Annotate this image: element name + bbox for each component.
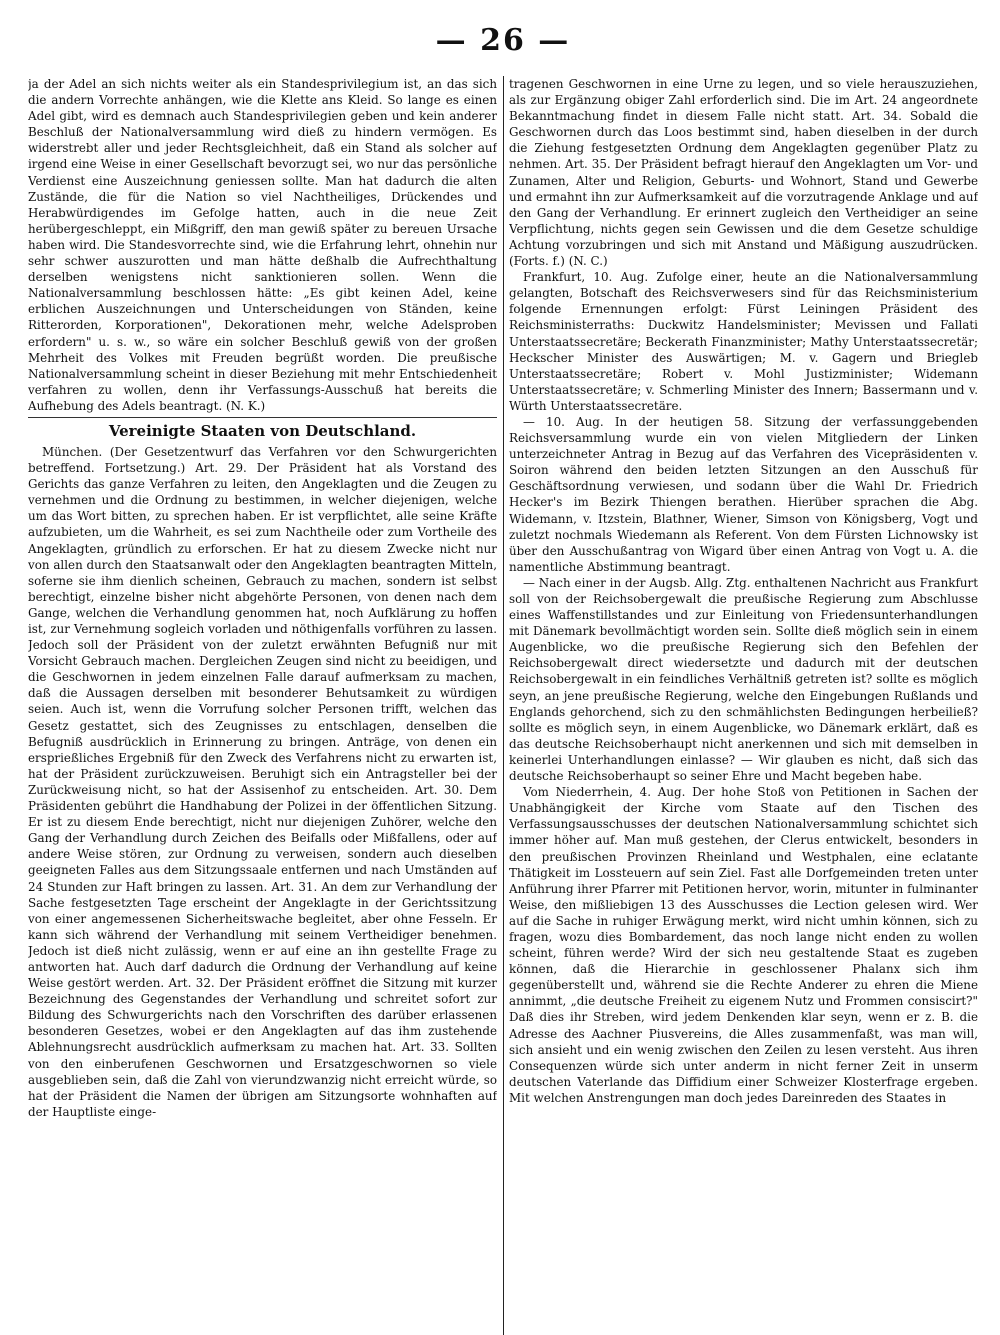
left-paragraph-adel: ja der Adel an sich nichts weiter als ein Standesprivilegium ist, an das sich die andern Vorrechte anhängen, wie die Klette ans Kleid. So lange es einen Adel gibt, wird es demnach auch Standesprivilegien geben und kein anderer Beschluß der Nationalversammlung wird dieß zu hindern vermögen. Es widerstrebt aller und jeder Rechtsgleichheit, daß ein Stand als solcher auf irgend eine Weise in einer Gesellschaft bevorzugt sei, wo nur das persönliche Verdienst eine Auszeichnung geniessen sollte. Man hat dadurch die alten Zustände, die für die Nation so viel Nachtheiliges, Drückendes und Herabwürdigendes im Gefolge hatten, auch in die neue Zeit herübergeschleppt, ein Mißgriff, den man gewiß später zu bereuen Ursache haben wird. Die Standesvorrechte sind, wie die Erfahrung lehrt, ohnehin nur sehr schwer auszurotten und man hätte deßhalb die Aufrechthaltung derselben wenigstens nicht sanktionieren sollen. Wenn die Nationalversammlung beschlossen hätte: „Es gibt keinen Adel, keine erblichen Auszeichnungen und Unterscheidungen von Ständen, keine Ritterorden, Korporationen", Dekorationen mehr, welche Adelsproben erfordern" u. s. w., so wäre ein solcher Beschluß gewiß von der großen Mehrheit des Volkes mit Freuden begrüßt worden. Die preußische Nationalversammlung scheint in dieser Beziehung mit mehr Entschiedenheit verfahren zu wollen, denn ihr Verfassungs-Ausschuß hat bereits die Aufhebung des Adels beantragt. (N. K.)	[28, 77, 497, 413]
right-paragraph-continuation: tragenen Geschwornen in eine Urne zu legen, und so viele herauszuziehen, als zur Ergänzung obiger Zahl erforderlich sind. Die im Art. 24 angeordnete Bekanntmachung findet in diesem Falle nicht statt. Art. 34. Sobald die Geschwornen durch das Loos bestimmt sind, haben dieselben in der durch die Ziehung festgesetzten Ordnung dem Angeklagten gegenüber Platz zu nehmen. Art. 35. Der Präsident befragt hierauf den Angeklagten um Vor- und Zunamen, Alter und Religion, Geburts- und Wohnort, Stand und Gewerbe und ermahnt ihn zur Aufmerksamkeit auf die vorzutragende Anklage und auf den Gang der Verhandlung. Er erinnert zugleich den Vertheidiger an seine Verpflichtung, nichts gegen sein Gewissen und die dem Gesetze schuldige Achtung vorzubringen und sich mit Anstand und Mäßigung auszudrücken. (Forts. f.) (N. C.)	[509, 77, 978, 269]
right-paragraph-frankfurt: Frankfurt, 10. Aug. Zufolge einer, heute an die Nationalversammlung gelangten, Botschaft des Reichsverwesers sind für das Reichsministerium folgende Ernennungen erfolgt: Fürst Leiningen Präsident des Reichsministerraths: Duckwitz Handelsminister; Mevissen und Fallati Unterstaatssecretäre; Beckerath Finanzminister; Mathy Unterstaatssecretär; Heckscher Minister des Auswärtigen; M. v. Gagern und Briegleb Unterstaatssecretäre; Robert v. Mohl Justizminister; Widemann Unterstaatssecretäre; v. Schmerling Minister des Innern; Bassermann und v. Würth Unterstaatssecretäre.	[509, 270, 978, 413]
text-columns	[28, 76, 978, 1335]
left-paragraph-muenchen: München. (Der Gesetzentwurf das Verfahren vor den Schwurgerichten betreffend. Fortsetzung.) Art. 29. Der Präsident hat als Vorstand des Gerichts das ganze Verfahren zu leiten, den Angeklagten und die Zeugen zu vernehmen und die Ordnung zu bestimmen, in welcher diejenigen, welche um das Wort bitten, zu sprechen haben. Er ist verpflichtet, alle seine Kräfte aufzubieten, um die Wahrheit, es sei zum Nachtheile oder zum Vortheile des Angeklagten, gründlich zu erforschen. Er hat zu diesem Zwecke nicht nur von allen durch den Staatsanwalt oder den Angeklagten beantragten Mitteln, soferne sie ihm dienlich scheinen, Gebrauch zu machen, sondern ist selbst berechtigt, einzelne bisher nicht abgehörte Personen, von denen nach dem Gange, welchen die Verhandlung genommen hat, noch Aufklärung zu hoffen ist, zur Vernehmung sogleich vorladen und nöthigenfalls vorführen zu lassen. Jedoch soll der Präsident von der zuletzt erwähnten Befugniß nur mit Vorsicht Gebrauch machen. Dergleichen Zeugen sind nicht zu beeidigen, und die Geschwornen in jedem einzelnen Falle darauf aufmerksam zu machen, daß die Aussagen derselben mit besonderer Behutsamkeit zu würdigen seien. Auch ist, wenn die Vorrufung solcher Personen trifft, welchen das Gesetz gestattet, sich des Zeugnisses zu entschlagen, denselben die Befugniß ausdrücklich in Erinnerung zu bringen. Anträge, von denen ein ersprießliches Ergebniß für den Zweck des Verfahrens nicht zu erwarten ist, hat der Präsident zurückzuweisen. Beruhigt sich ein Antragsteller bei der Zurückweisung nicht, so hat der Assisenhof zu entscheiden. Art. 30. Dem Präsidenten gebührt die Handhabung der Polizei in der öffentlichen Sitzung. Er ist zu diesem Ende berechtigt, nicht nur diejenigen Zuhörer, welche den Gang der Verhandlung durch Zeichen des Beifalls oder Mißfallens, oder auf andere Weise stören, zur Ordnung zu verweisen, sondern auch dieselben geeigneten Falles aus dem Sitzungssaale entfernen und nach Umständen auf 24 Stunden zur Haft bringen zu lassen. Art. 31. An dem zur Verhandlung der Sache festgesetzten Tage erscheint der Angeklagte in der Gerichtssitzung von einer angemessenen Sicherheitswache begleitet, aber ohne Fesseln. Er kann sich während der Verhandlung mit seinem Vertheidiger benehmen. Jedoch ist dieß nicht zulässig, wenn er auf eine an ihn gestellte Frage zu antworten hat. Auch darf dadurch die Ordnung der Verhandlung auf keine Weise gestört werden. Art. 32. Der Präsident eröffnet die Sitzung mit kurzer Bezeichnung des Gegenstandes der Verhandlung und schreitet sofort zur Bildung des Schwurgerichts nach den Vorschriften des darüber erlassenen besonderen Gesetzes, wobei er den Angeklagten auf das ihm zustehende Ablehnungsrecht ausdrücklich aufmerksam zu machen hat. Art. 33. Sollten von den einberufenen Geschwornen und Ersatzgeschwornen so viele ausgeblieben sein, daß die Zahl von vierundzwanzig nicht erreicht würde, so hat der Präsident die Namen der übrigen am Sitzungsorte wohnhaften auf der Hauptliste einge-	[28, 444, 497, 1119]
right-column	[509, 76, 978, 1335]
right-paragraph-augsburg: — Nach einer in der Augsb. Allg. Ztg. enthaltenen Nachricht aus Frankfurt soll von der Reichsobergewalt die preußische Regierung zum Abschlusse eines Waffenstillstandes und zur Einleitung von Friedensunterhandlungen mit Dänemark bevollmächtigt worden sein. Sollte dieß möglich sein in einem Augenblicke, wo die preußische Regierung sich den Befehlen der Reichsobergewalt direct wiedersetzte und dadurch mit der deutschen Reichsobergewalt in ein feindliches Verhältniß getreten ist? sollte es möglich seyn, an jene preußische Regierung, welche den Eingebungen Rußlands und Englands gehorchend, sich zu den schmählichsten Bedingungen herbeiließ? sollte es möglich seyn, in einem Augenblicke, wo Dänemark erklärt, daß es das deutsche Reichsoberhaupt nicht anerkennen und sich mit demselben in keinerlei Unterhandlungen einlasse? — Wir glauben es nicht, daß sich das deutsche Reichsoberhaupt so seiner Ehre und Macht begeben habe.	[509, 575, 978, 784]
left-column	[28, 76, 497, 1335]
right-paragraph-niederrhein: Vom Niederrhein, 4. Aug. Der hohe Stoß von Petitionen in Sachen der Unabhängigkeit der Kirche vom Staate auf den Tischen des Verfassungsausschusses der deutschen Nationalversammlung schichtet sich immer höher auf. Man muß gestehen, der Clerus entwickelt, besonders in den preußischen Provinzen Rheinland und Westphalen, eine eclatante Thätigkeit im Lossteuern auf sein Ziel. Fast alle Dorfgemeinden treten unter Anführung ihrer Pfarrer mit Petitionen hervor, worin, mitunter in fulminanter Weise, den mißliebigen 13 des Ausschusses die Lection gelesen wird. Wer auf die Sache in ruhiger Erwägung merkt, wird nicht umhin können, sich zu fragen, wozu dies Bombardement, das noch lange nicht enden zu wollen scheint, führen werde? Wird der sich neu gestaltende Staat es zugeben können, daß die Hierarchie in geschlossener Phalanx sich ihm gegenüberstellt und, während sie die Rechte Anderer zu ehren die Miene annimmt, „die deutsche Freiheit zu eigenem Nutz und Frommen consiscirt?" Daß dies ihr Streben, wird jedem Denkenden klar seyn, wenn er z. B. die Adresse des Aachner Piusvereins, die Alles zusammenfaßt, was man will, sich ansieht und ein wenig zwischen den Zeilen zu lesen versteht. Aus ihren Consequenzen würde sich unter anderm in nicht ferner Zeit in unserm deutschen Vaterlande das Diffidium einer Schweizer Klosterfrage ergeben. Mit welchen Anstrengungen man doch jedes Dareinreden des Staates in	[509, 785, 978, 1105]
section-heading: Vereinigte Staaten von Deutschland.	[28, 417, 497, 441]
source-signature: (N. C.)	[568, 254, 608, 269]
source-signature: (N. K.)	[226, 398, 266, 413]
column-divider	[503, 76, 504, 1335]
page-number: — 26 —	[435, 23, 571, 58]
right-paragraph-sitzung: — 10. Aug. In der heutigen 58. Sitzung der verfassunggebenden Reichsversammlung wurde ein von vielen Mitgliedern der Linken unterzeichneter Antrag in Bezug auf das Verfahren des Vicepräsidenten v. Soiron während den beiden letzten Sitzungen an den Ausschuß für Geschäftsordnung verwiesen, und sodann über die Wahl Dr. Friedrich Hecker's im Bezirk Thiengen berathen. Hierüber sprachen die Abg. Widemann, v. Itzstein, Blathner, Wiener, Simson von Königsberg, Vogt und zuletzt nochmals Wiedemann als Referent. Von dem Fürsten Lichnowsky ist über den Ausschußantrag von Wigard über einen Antrag von Vogt u. A. die namentliche Abstimmung beantragt.	[509, 414, 978, 574]
